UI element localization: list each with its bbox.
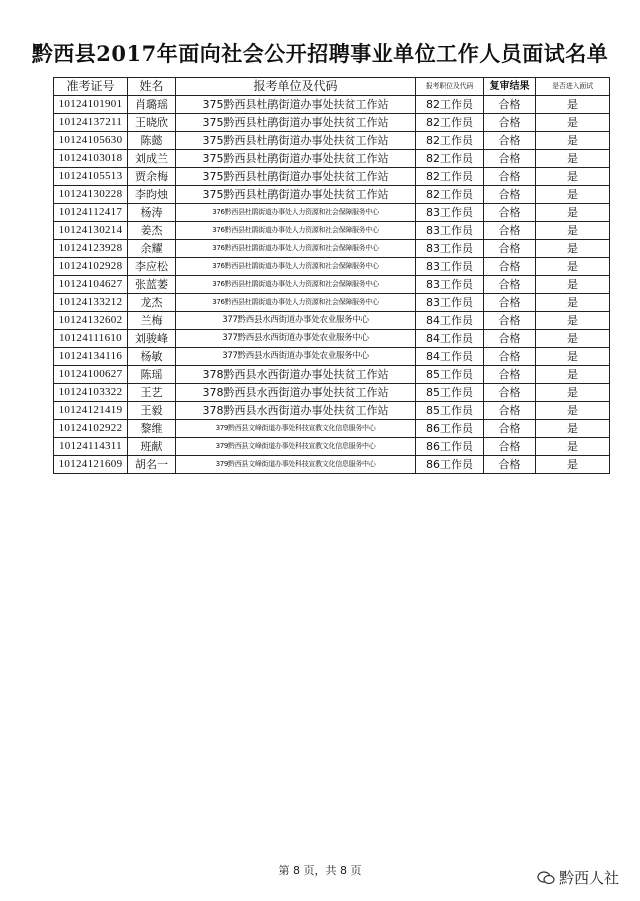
cell-position: 83工作员: [416, 204, 484, 222]
cell-interview: 是: [536, 204, 610, 222]
cell-interview: 是: [536, 186, 610, 204]
cell-exam-id: 10124103018: [54, 150, 128, 168]
cell-position: 84工作员: [416, 330, 484, 348]
cell-name: 贾余梅: [128, 168, 176, 186]
table-row: [54, 294, 610, 312]
cell-position: 82工作员: [416, 186, 484, 204]
cell-name: 王艺: [128, 384, 176, 402]
cell-name: 姜杰: [128, 222, 176, 240]
cell-review-result: 合格: [484, 150, 536, 168]
table-row: [54, 366, 610, 384]
cell-exam-id: 10124123928: [54, 240, 128, 258]
cell-interview: 是: [536, 384, 610, 402]
cell-position: 82工作员: [416, 168, 484, 186]
header-review-result: 复审结果: [484, 78, 536, 96]
cell-unit: 377黔西县水西街道办事处农业服务中心: [176, 330, 416, 348]
cell-interview: 是: [536, 150, 610, 168]
cell-exam-id: 10124111610: [54, 330, 128, 348]
cell-unit: 377黔西县水西街道办事处农业服务中心: [176, 312, 416, 330]
cell-position: 86工作员: [416, 420, 484, 438]
cell-interview: 是: [536, 258, 610, 276]
cell-unit: 375黔西县杜鹃街道办事处扶贫工作站: [176, 114, 416, 132]
cell-exam-id: 10124101901: [54, 96, 128, 114]
cell-interview: 是: [536, 402, 610, 420]
cell-exam-id: 10124103322: [54, 384, 128, 402]
cell-unit: 375黔西县杜鹃街道办事处扶贫工作站: [176, 132, 416, 150]
table-row: [54, 114, 610, 132]
cell-interview: 是: [536, 366, 610, 384]
cell-unit: 376黔西县杜鹃街道办事处人力资源和社会保障服务中心: [176, 276, 416, 294]
table-row: [54, 258, 610, 276]
cell-interview: 是: [536, 294, 610, 312]
cell-unit: 375黔西县杜鹃街道办事处扶贫工作站: [176, 150, 416, 168]
cell-interview: 是: [536, 312, 610, 330]
cell-interview: 是: [536, 168, 610, 186]
cell-name: 班献: [128, 438, 176, 456]
cell-review-result: 合格: [484, 222, 536, 240]
cell-exam-id: 10124102922: [54, 420, 128, 438]
cell-unit: 375黔西县杜鹃街道办事处扶贫工作站: [176, 186, 416, 204]
cell-review-result: 合格: [484, 204, 536, 222]
watermark-text: 黔西人社: [559, 869, 620, 887]
cell-exam-id: 10124132602: [54, 312, 128, 330]
cell-interview: 是: [536, 330, 610, 348]
cell-position: 85工作员: [416, 402, 484, 420]
cell-review-result: 合格: [484, 132, 536, 150]
cell-position: 84工作员: [416, 312, 484, 330]
cell-unit: 379黔西县文峰街道办事处科技宣教文化信息服务中心: [176, 456, 416, 474]
cell-interview: 是: [536, 132, 610, 150]
cell-position: 82工作员: [416, 96, 484, 114]
cell-review-result: 合格: [484, 330, 536, 348]
cell-name: 肖璐瑶: [128, 96, 176, 114]
cell-name: 王毅: [128, 402, 176, 420]
cell-review-result: 合格: [484, 456, 536, 474]
cell-name: 兰梅: [128, 312, 176, 330]
table-row: [54, 402, 610, 420]
watermark-brand: [537, 867, 619, 888]
table-header-row: [54, 78, 610, 96]
cell-unit: 378黔西县水西街道办事处扶贫工作站: [176, 402, 416, 420]
cell-exam-id: 10124133212: [54, 294, 128, 312]
header-unit: 报考单位及代码: [176, 78, 416, 96]
cell-exam-id: 10124121419: [54, 402, 128, 420]
cell-position: 85工作员: [416, 384, 484, 402]
cell-position: 85工作员: [416, 366, 484, 384]
cell-exam-id: 10124130214: [54, 222, 128, 240]
table-row: [54, 240, 610, 258]
cell-exam-id: 10124105513: [54, 168, 128, 186]
cell-exam-id: 10124105630: [54, 132, 128, 150]
table-row: [54, 384, 610, 402]
table-row: [54, 276, 610, 294]
cell-review-result: 合格: [484, 258, 536, 276]
cell-unit: 377黔西县水西街道办事处农业服务中心: [176, 348, 416, 366]
cell-review-result: 合格: [484, 420, 536, 438]
cell-unit: 376黔西县杜鹃街道办事处人力资源和社会保障服务中心: [176, 204, 416, 222]
cell-name: 李应松: [128, 258, 176, 276]
cell-name: 刘骏峰: [128, 330, 176, 348]
cell-position: 83工作员: [416, 276, 484, 294]
header-interview: 是否进入面试: [536, 78, 610, 96]
cell-exam-id: 10124121609: [54, 456, 128, 474]
cell-name: 陈懿: [128, 132, 176, 150]
table-row: [54, 186, 610, 204]
cell-exam-id: 10124104627: [54, 276, 128, 294]
cell-review-result: 合格: [484, 240, 536, 258]
cell-unit: 375黔西县杜鹃街道办事处扶贫工作站: [176, 168, 416, 186]
cell-position: 86工作员: [416, 438, 484, 456]
table-row: [54, 96, 610, 114]
cell-review-result: 合格: [484, 96, 536, 114]
header-position: 报考职位及代码: [416, 78, 484, 96]
cell-interview: 是: [536, 420, 610, 438]
cell-review-result: 合格: [484, 366, 536, 384]
cell-interview: 是: [536, 222, 610, 240]
table-row: [54, 132, 610, 150]
cell-name: 王晓欣: [128, 114, 176, 132]
cell-review-result: 合格: [484, 348, 536, 366]
table-row: [54, 222, 610, 240]
table-row: [54, 420, 610, 438]
table-row: [54, 456, 610, 474]
cell-exam-id: 10124130228: [54, 186, 128, 204]
cell-position: 86工作员: [416, 456, 484, 474]
table-row: [54, 150, 610, 168]
table-row: [54, 312, 610, 330]
cell-unit: 378黔西县水西街道办事处扶贫工作站: [176, 384, 416, 402]
cell-interview: 是: [536, 96, 610, 114]
cell-unit: 376黔西县杜鹃街道办事处人力资源和社会保障服务中心: [176, 258, 416, 276]
cell-interview: 是: [536, 438, 610, 456]
page-footer: 第 8 页，共 8 页: [278, 864, 362, 877]
cell-name: 张蓝萎: [128, 276, 176, 294]
cell-position: 84工作员: [416, 348, 484, 366]
cell-name: 龙杰: [128, 294, 176, 312]
cell-name: 陈瑶: [128, 366, 176, 384]
cell-review-result: 合格: [484, 186, 536, 204]
cell-exam-id: 10124114311: [54, 438, 128, 456]
cell-unit: 376黔西县杜鹃街道办事处人力资源和社会保障服务中心: [176, 294, 416, 312]
interview-list-table: [53, 77, 610, 474]
cell-name: 刘成兰: [128, 150, 176, 168]
table-row: [54, 168, 610, 186]
cell-exam-id: 10124134116: [54, 348, 128, 366]
cell-exam-id: 10124100627: [54, 366, 128, 384]
header-exam-id: 准考证号: [54, 78, 128, 96]
table-row: [54, 348, 610, 366]
cell-unit: 378黔西县水西街道办事处扶贫工作站: [176, 366, 416, 384]
cell-review-result: 合格: [484, 168, 536, 186]
cell-name: 胡名一: [128, 456, 176, 474]
cell-interview: 是: [536, 114, 610, 132]
cell-unit: 379黔西县文峰街道办事处科技宣教文化信息服务中心: [176, 438, 416, 456]
cell-review-result: 合格: [484, 312, 536, 330]
cell-exam-id: 10124112417: [54, 204, 128, 222]
cell-interview: 是: [536, 276, 610, 294]
cell-name: 黎维: [128, 420, 176, 438]
cell-unit: 376黔西县杜鹃街道办事处人力资源和社会保障服务中心: [176, 240, 416, 258]
document-title: 黔西县2017年面向社会公开招聘事业单位工作人员面试名单: [31, 41, 609, 66]
cell-exam-id: 10124102928: [54, 258, 128, 276]
wechat-logo-icon: [537, 871, 555, 885]
cell-name: 杨涛: [128, 204, 176, 222]
cell-interview: 是: [536, 348, 610, 366]
cell-review-result: 合格: [484, 384, 536, 402]
table-row: [54, 438, 610, 456]
table-row: [54, 330, 610, 348]
table-row: [54, 204, 610, 222]
table-body: [54, 96, 610, 474]
cell-position: 82工作员: [416, 150, 484, 168]
cell-review-result: 合格: [484, 438, 536, 456]
cell-unit: 376黔西县杜鹃街道办事处人力资源和社会保障服务中心: [176, 222, 416, 240]
cell-position: 82工作员: [416, 132, 484, 150]
cell-name: 李昀烛: [128, 186, 176, 204]
header-name: 姓名: [128, 78, 176, 96]
cell-review-result: 合格: [484, 114, 536, 132]
cell-position: 83工作员: [416, 240, 484, 258]
cell-review-result: 合格: [484, 294, 536, 312]
cell-interview: 是: [536, 456, 610, 474]
cell-position: 83工作员: [416, 258, 484, 276]
cell-name: 杨敏: [128, 348, 176, 366]
cell-unit: 379黔西县文峰街道办事处科技宣教文化信息服务中心: [176, 420, 416, 438]
cell-review-result: 合格: [484, 402, 536, 420]
cell-position: 83工作员: [416, 294, 484, 312]
cell-exam-id: 10124137211: [54, 114, 128, 132]
cell-interview: 是: [536, 240, 610, 258]
cell-position: 83工作员: [416, 222, 484, 240]
cell-position: 82工作员: [416, 114, 484, 132]
cell-unit: 375黔西县杜鹃街道办事处扶贫工作站: [176, 96, 416, 114]
cell-name: 余耀: [128, 240, 176, 258]
cell-review-result: 合格: [484, 276, 536, 294]
